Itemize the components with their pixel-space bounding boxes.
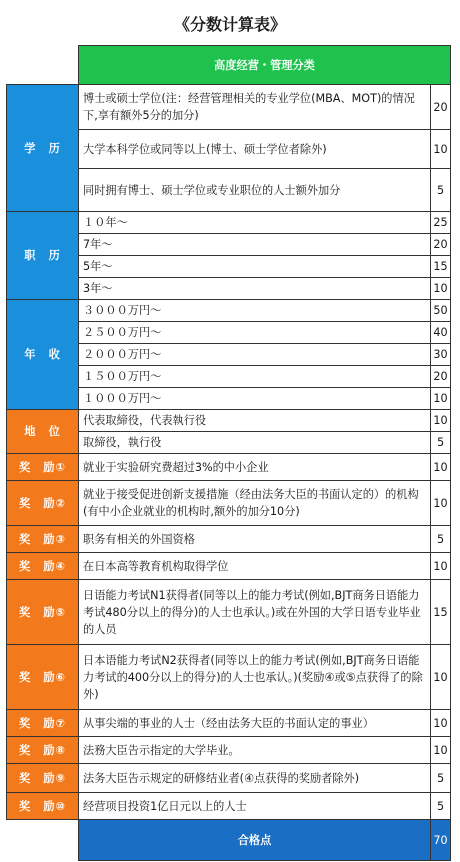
criterion-points: 10 — [431, 130, 451, 169]
criterion-points: 10 — [431, 388, 451, 410]
criterion-text: 经营项目投资1亿日元以上的人士 — [79, 793, 431, 820]
criterion-text: 7年～ — [79, 234, 431, 256]
table-row — [7, 553, 451, 580]
table-row — [7, 300, 451, 322]
category-position: 地 位 — [7, 410, 79, 454]
category-income: 年 收 — [7, 300, 79, 410]
criterion-text: 就业于接受促进创新支援措施（经由法务大臣的书面认定的）的机构(有中小企业就业的机构时,额外的加分10分) — [79, 481, 431, 526]
criterion-points: 20 — [431, 234, 451, 256]
criterion-text: 博士或硕士学位(注：经营管理相关的专业学位(MBA、MOT)的情况下,享有额外5分的加分) — [79, 85, 431, 130]
table-row — [7, 526, 451, 553]
criterion-text: 法務大臣告示指定的大学毕业。 — [79, 737, 431, 764]
criterion-text: 法务大臣告示规定的研修结业者(④点获得的奖励者除外) — [79, 764, 431, 793]
criterion-points: 30 — [431, 344, 451, 366]
criterion-text: ２０００万円～ — [79, 344, 431, 366]
criterion-points: 20 — [431, 85, 451, 130]
criterion-text: ２５００万円～ — [79, 322, 431, 344]
criterion-text: 3年～ — [79, 278, 431, 300]
pass-score-label: 合格点 — [79, 820, 431, 861]
category-header: 高度经营・管理分类 — [79, 46, 451, 85]
criterion-text: 同时拥有博士、硕士学位或专业职位的人士额外加分 — [79, 169, 431, 212]
bonus-label: 奖 励③ — [7, 526, 79, 553]
criterion-points: 10 — [431, 481, 451, 526]
table-row — [7, 793, 451, 820]
table-row — [7, 580, 451, 645]
criterion-points: 10 — [431, 553, 451, 580]
criterion-points: 50 — [431, 300, 451, 322]
criterion-points: 10 — [431, 710, 451, 737]
header-spacer — [7, 46, 79, 85]
table-row — [7, 85, 451, 130]
criterion-text: 取締役，執行役 — [79, 432, 431, 454]
criterion-points: 5 — [431, 432, 451, 454]
criterion-points: 5 — [431, 526, 451, 553]
category-experience: 职 历 — [7, 212, 79, 300]
criterion-text: １０００万円～ — [79, 388, 431, 410]
bonus-label: 奖 励⑧ — [7, 737, 79, 764]
criterion-text: 从事尖端的事业的人士（经由法务大臣的书面认定的事业） — [79, 710, 431, 737]
bonus-label: 奖 励⑤ — [7, 580, 79, 645]
criterion-points: 10 — [431, 454, 451, 481]
criterion-points: 20 — [431, 366, 451, 388]
criterion-points: 40 — [431, 322, 451, 344]
bonus-label: 奖 励⑥ — [7, 645, 79, 710]
pass-score-points: 70 — [431, 820, 451, 861]
category-education: 学 历 — [7, 85, 79, 212]
criterion-points: 25 — [431, 212, 451, 234]
bonus-label: 奖 励⑨ — [7, 764, 79, 793]
criterion-text: 在日本高等教育机构取得学位 — [79, 553, 431, 580]
score-table — [6, 45, 451, 861]
criterion-points: 15 — [431, 580, 451, 645]
criterion-text: 5年～ — [79, 256, 431, 278]
header-row — [7, 46, 451, 85]
table-row — [7, 710, 451, 737]
bonus-label: 奖 励① — [7, 454, 79, 481]
criterion-points: 5 — [431, 169, 451, 212]
page-title: 《分数计算表》 — [173, 15, 286, 34]
bonus-label: 奖 励④ — [7, 553, 79, 580]
criterion-text: 日语能力考试N1获得者(同等以上的能力考试(例如,BJT商务日语能力考试480分以上的得分)的人士也承认。)或在外国的大学日语专业毕业的人员 — [79, 580, 431, 645]
total-row — [7, 820, 451, 861]
criterion-text: 大学本科学位或同等以上(博士、硕士学位者除外) — [79, 130, 431, 169]
table-row — [7, 481, 451, 526]
criterion-text: 日本语能力考试N2获得者(同等以上的能力考试(例如,BJT商务日语能力考试的400分以上的得分)的人士也承认。)(奖励④或⑤点获得了的除外) — [79, 645, 431, 710]
criterion-text: ３０００万円～ — [79, 300, 431, 322]
bonus-label: 奖 励② — [7, 481, 79, 526]
criterion-text: 代表取締役，代表執行役 — [79, 410, 431, 432]
criterion-points: 10 — [431, 278, 451, 300]
table-row — [7, 410, 451, 432]
criterion-text: 职务有相关的外国资格 — [79, 526, 431, 553]
total-spacer — [7, 820, 79, 861]
table-row — [7, 764, 451, 793]
table-row — [7, 645, 451, 710]
criterion-points: 10 — [431, 645, 451, 710]
criterion-points: 5 — [431, 793, 451, 820]
bonus-label: 奖 励⑦ — [7, 710, 79, 737]
criterion-text: 就业于实验研究费超过3%的中小企业 — [79, 454, 431, 481]
criterion-points: 15 — [431, 256, 451, 278]
criterion-text: １０年～ — [79, 212, 431, 234]
table-row — [7, 454, 451, 481]
bonus-label: 奖 励⑩ — [7, 793, 79, 820]
criterion-points: 10 — [431, 410, 451, 432]
table-row — [7, 212, 451, 234]
criterion-points: 10 — [431, 737, 451, 764]
table-row — [7, 737, 451, 764]
criterion-text: １５００万円～ — [79, 366, 431, 388]
criterion-points: 5 — [431, 764, 451, 793]
